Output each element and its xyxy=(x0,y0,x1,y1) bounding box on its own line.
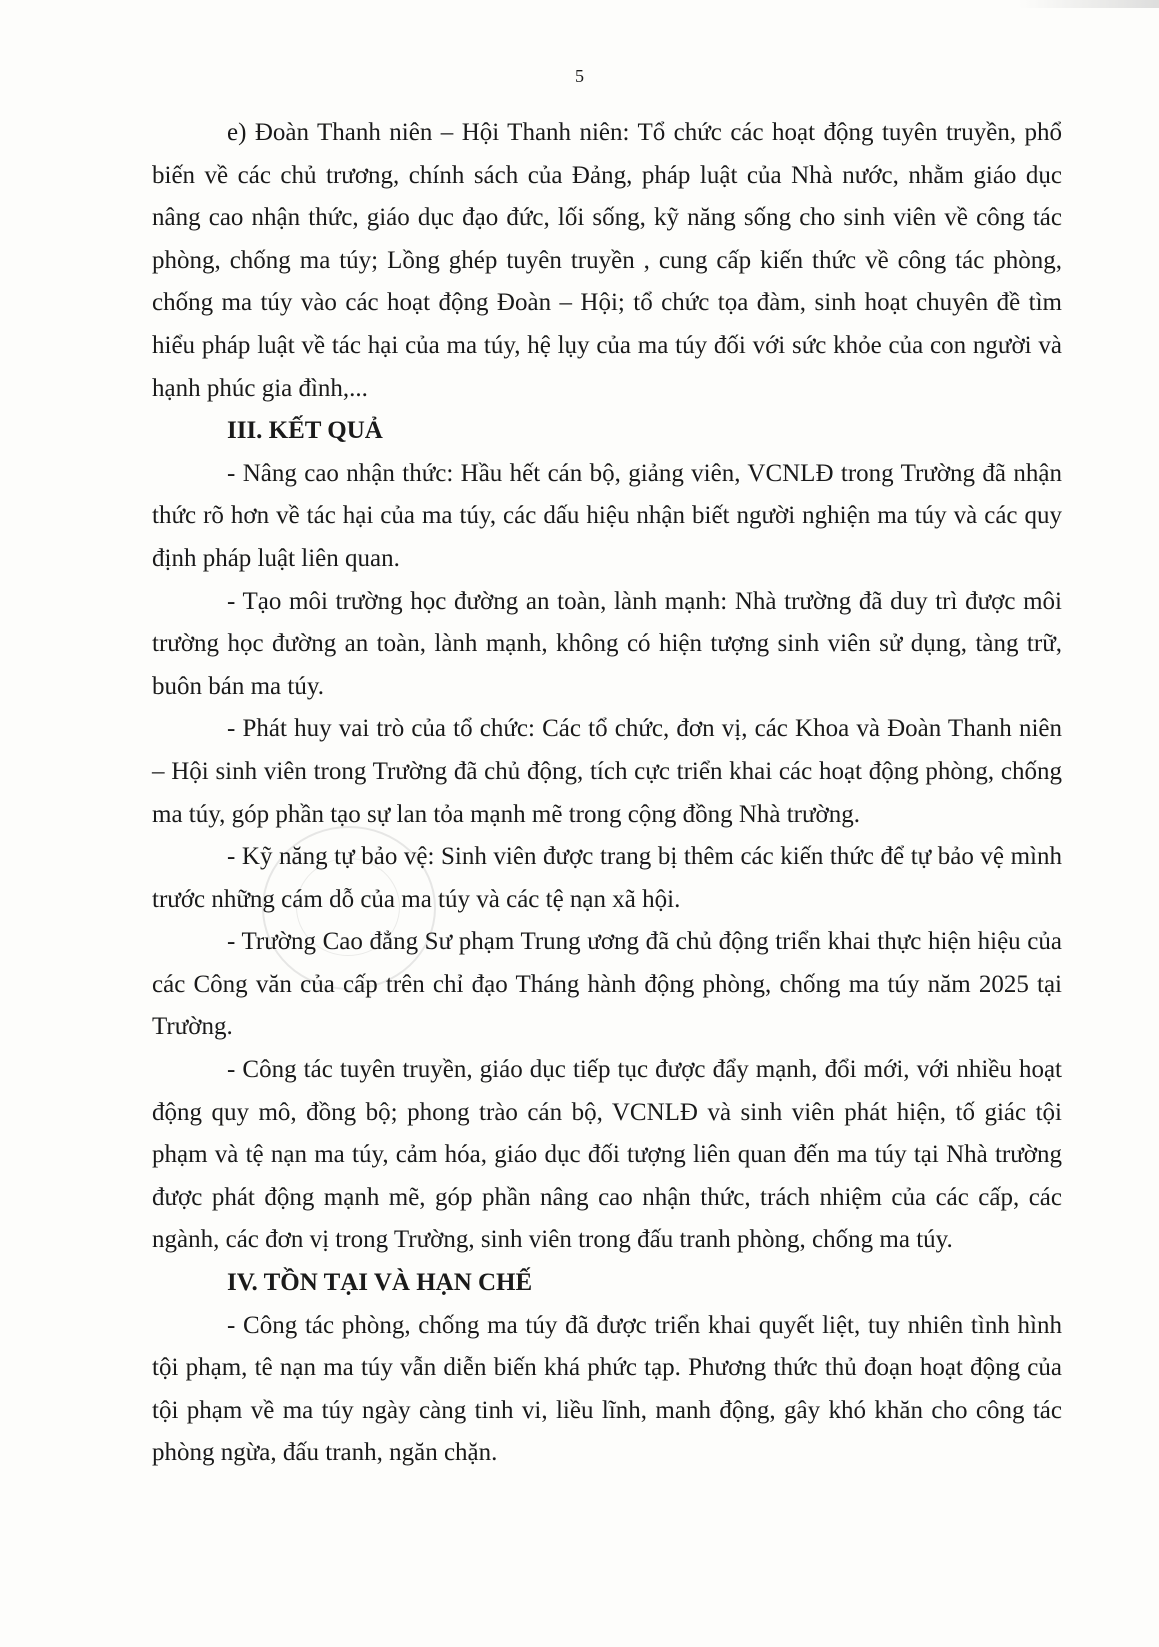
scan-edge-mark xyxy=(1019,0,1159,8)
result-item: - Kỹ năng tự bảo vệ: Sinh viên được trang bị thêm các kiến thức để tự bảo vệ mình trước những cám dỗ của ma túy và các tệ nạn xã hội. xyxy=(152,843,1062,913)
limitation-item: - Công tác phòng, chống ma túy đã được triển khai quyết liệt, tuy nhiên tình hình tội phạm, tê nạn ma túy vẫn diễn biến khá phức tạp. Phương thức thủ đoạn hoạt động của tội phạm về ma túy ngày càng tinh vi, liều lĩnh, manh động, gây khó khăn cho công tác phòng ngừa, đấu tranh, ngăn chặn. xyxy=(152,1311,1062,1467)
page-number: 5 xyxy=(575,66,584,86)
result-item: - Công tác tuyên truyền, giáo dục tiếp tục được đẩy mạnh, đổi mới, với nhiều hoạt động quy mô, đồng bộ; phong trào cán bộ, VCNLĐ và sinh viên phát hiện, tố giác tội phạm và tệ nạn ma túy, cảm hóa, giáo dục đối tượng liên quan đến ma túy tại Nhà trường được phát động mạnh mẽ, góp phần nâng cao nhận thức, trách nhiệm của các cấp, các ngành, các đơn vị trong Trường, sinh viên trong đấu tranh phòng, chống ma túy. xyxy=(152,1056,1062,1254)
document-body xyxy=(152,112,1062,1475)
result-item: - Nâng cao nhận thức: Hầu hết cán bộ, giảng viên, VCNLĐ trong Trường đã nhận thức rõ hơn về tác hại của ma túy, các dấu hiệu nhận biết người nghiện ma túy và các quy định pháp luật liên quan. xyxy=(152,459,1062,572)
section-heading-ket-qua: III. KẾT QUẢ xyxy=(227,417,383,445)
result-item: - Phát huy vai trò của tổ chức: Các tổ chức, đơn vị, các Khoa và Đoàn Thanh niên – Hội sinh viên trong Trường đã chủ động, tích cực triển khai các hoạt động phòng, chống ma túy, góp phần tạo sự lan tỏa mạnh mẽ trong cộng đồng Nhà trường. xyxy=(152,715,1062,828)
result-item: - Tạo môi trường học đường an toàn, lành mạnh: Nhà trường đã duy trì được môi trường học đường an toàn, lành mạnh, không có hiện tượng sinh viên sử dụng, tàng trữ, buôn bán ma túy. xyxy=(152,587,1062,700)
result-item: - Trường Cao đẳng Sư phạm Trung ương đã chủ động triển khai thực hiện hiệu của các Công văn của cấp trên chỉ đạo Tháng hành động phòng, chống ma túy năm 2025 tại Trường. xyxy=(152,928,1062,1041)
section-heading-ton-tai-han-che: IV. TỒN TẠI VÀ HẠN CHẾ xyxy=(227,1269,533,1297)
paragraph-doan-thanh-nien: e) Đoàn Thanh niên – Hội Thanh niên: Tổ chức các hoạt động tuyên truyền, phổ biến về các chủ trương, chính sách của Đảng, pháp luật của Nhà nước, nhằm giáo dục nâng cao nhận thức, giáo dục đạo đức, lối sống, kỹ năng sống cho sinh viên về công tác phòng, chống ma túy; Lồng ghép tuyên truyền , cung cấp kiến thức về công tác phòng, chống ma túy vào các hoạt động Đoàn – Hội; tổ chức tọa đàm, sinh hoạt chuyên đề tìm hiểu pháp luật về tác hại của ma túy, hệ lụy của ma túy đối với sức khỏe của con người và hạnh phúc gia đình,... xyxy=(152,119,1062,402)
